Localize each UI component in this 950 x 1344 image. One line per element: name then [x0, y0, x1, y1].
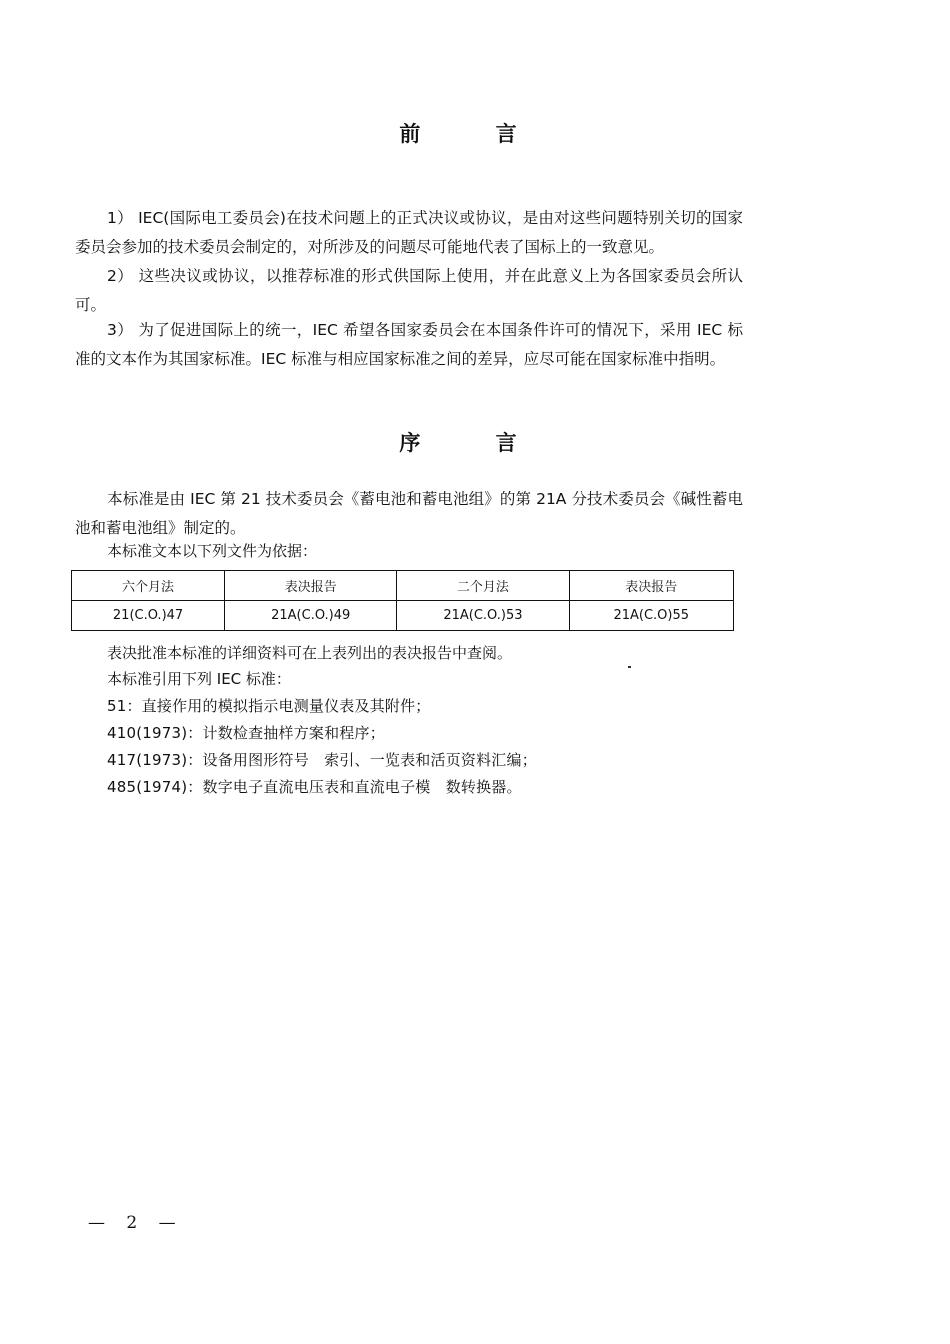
voting-documents-table [71, 570, 734, 631]
reference-item: 417(1973)：设备用图形符号 索引、一览表和活页资料汇编； [107, 751, 537, 769]
reference-item: 51：直接作用的模拟指示电测量仪表及其附件； [107, 697, 431, 715]
refs-intro-line: 本标准引用下列 IEC 标准： [107, 670, 291, 688]
reference-item: 410(1973)：计数检查抽样方案和程序； [107, 724, 385, 742]
table-header-cell: 六个月法 [72, 571, 225, 601]
preface-intro-text: 本标准是由 IEC 第 21 技术委员会《蓄电池和蓄电池组》的第 21A 分技术委员会《碱性蓄电池和蓄电池组》制定的。 [75, 490, 743, 537]
foreword-item-1 [75, 204, 743, 262]
preface-basis-line: 本标准文本以下列文件为依据： [107, 542, 318, 560]
foreword-item-1-text: IEC(国际电工委员会)在技术问题上的正式决议或协议，是由对这些问题特别关切的国家委员会参加的技术委员会制定的，对所涉及的问题尽可能地代表了国标上的一致意见。 [75, 209, 743, 256]
foreword-item-2-text: 这些决议或协议，以推荐标准的形式供国际上使用，并在此意义上为各国家委员会所认可。 [75, 267, 743, 314]
table-cell: 21A(C.O.)49 [225, 601, 397, 631]
table-cell: 21(C.O.)47 [72, 601, 225, 631]
page-number: — 2 — [88, 1213, 184, 1233]
table-cell: 21A(C.O.)53 [397, 601, 569, 631]
foreword-heading: 前 言 [399, 122, 551, 146]
foreword-item-3-text: 为了促进国际上的统一，IEC 希望各国家委员会在本国条件许可的情况下，采用 IEC 标准的文本作为其国家标准。IEC 标准与相应国家标准之间的差异，应尽可能在国家标准中指明。 [75, 321, 743, 368]
foreword-item-3-num: 3） [107, 321, 134, 339]
table-header-cell: 二个月法 [397, 571, 569, 601]
preface-heading: 序 言 [399, 431, 551, 455]
reference-item: 485(1974)：数字电子直流电压表和直流电子模 数转换器。 [107, 778, 522, 796]
foreword-item-3 [75, 316, 743, 374]
table-cell: 21A(C.O)55 [569, 601, 733, 631]
preface-intro [75, 485, 743, 543]
table-header-row [72, 571, 734, 601]
table-header-cell: 表决报告 [225, 571, 397, 601]
foreword-item-1-num: 1） [107, 209, 133, 227]
scan-speck [628, 666, 631, 668]
table-row [72, 601, 734, 631]
foreword-item-2-num: 2） [107, 267, 134, 285]
foreword-item-2 [75, 262, 743, 320]
table-header-cell: 表决报告 [569, 571, 733, 601]
after-table-line: 表决批准本标准的详细资料可在上表列出的表决报告中查阅。 [107, 644, 513, 662]
